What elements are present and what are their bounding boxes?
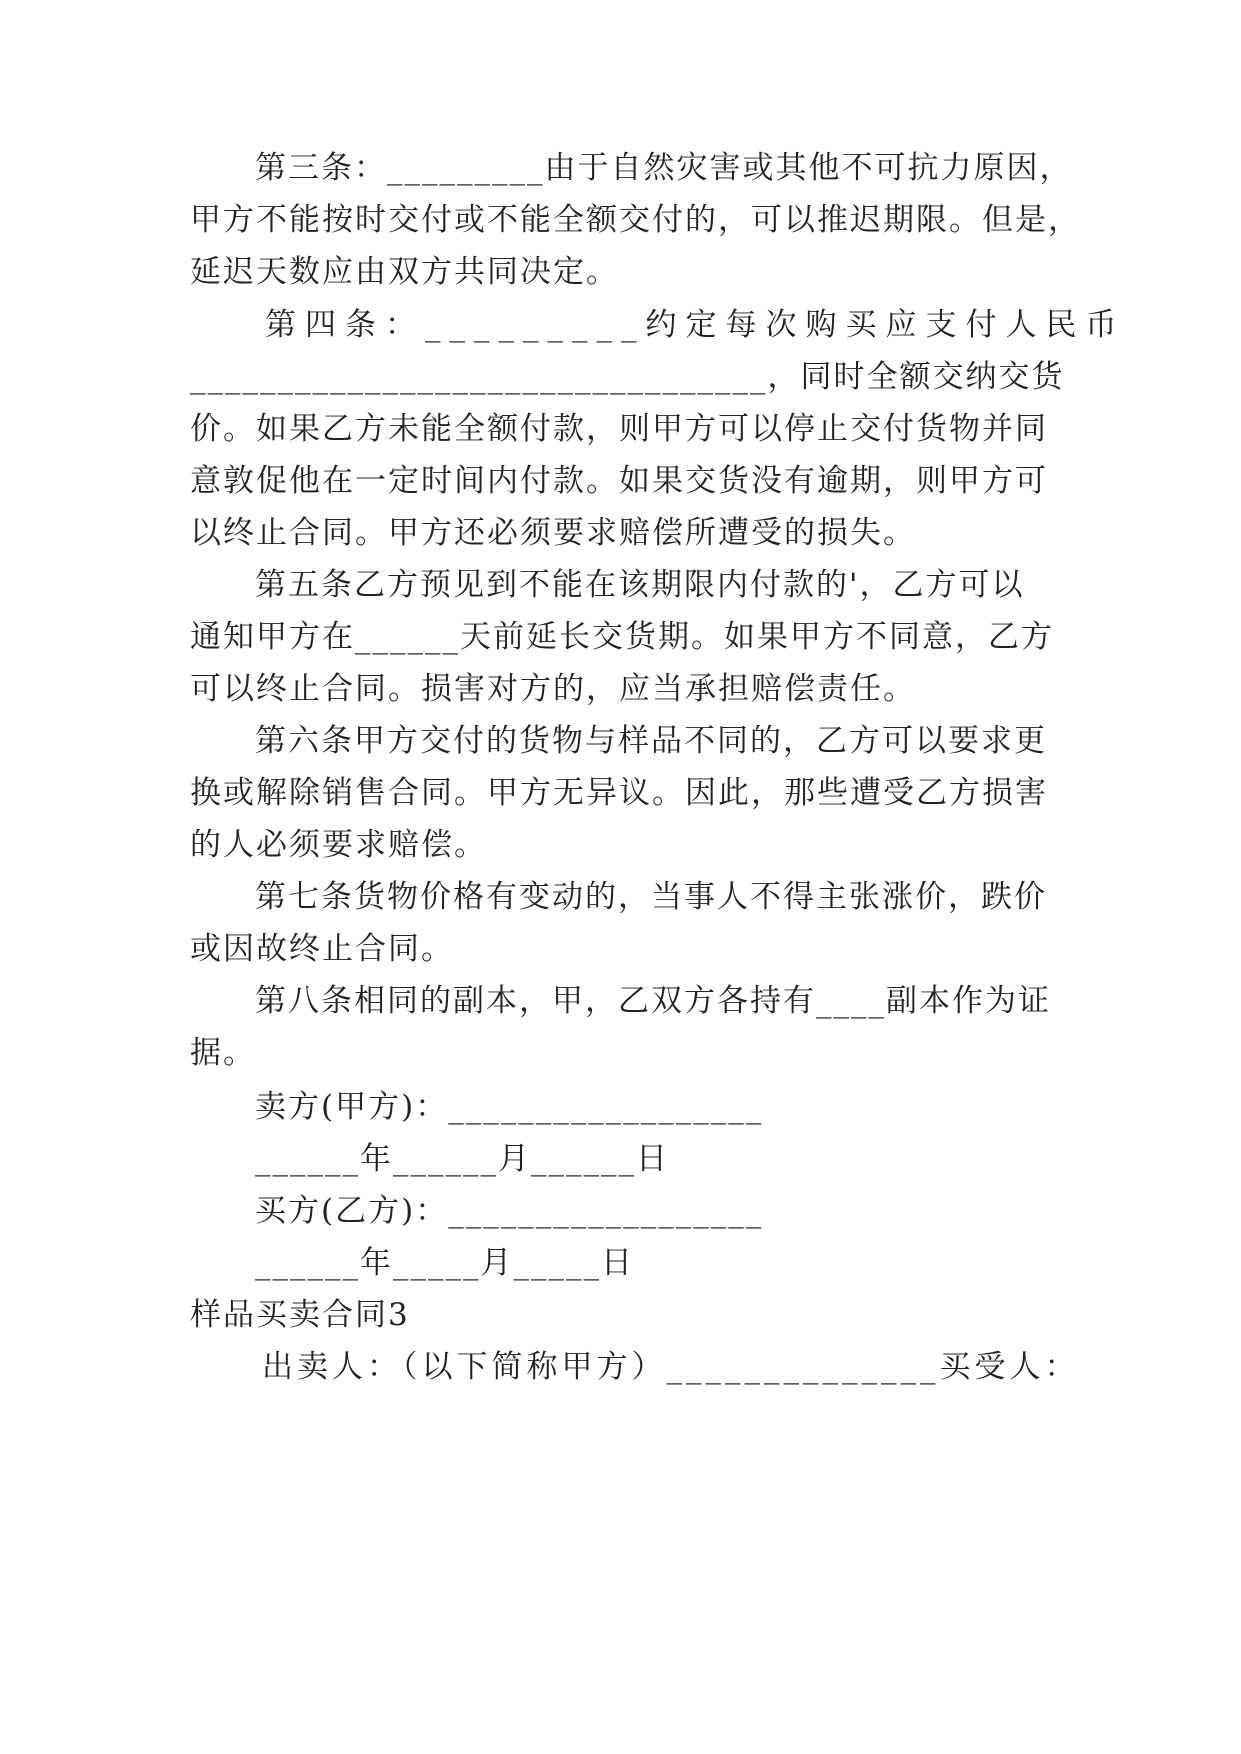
buyer-date-line: ______年_____月_____日 xyxy=(255,1245,634,1281)
buyer-signature-line: 买方(乙方)：__________________ xyxy=(255,1193,764,1229)
seller-buyer-line: 出卖人：（以下简称甲方）______________买受人： xyxy=(262,1349,1080,1385)
article-4-line-4: 意敦促他在一定时间内付款。如果交货没有逾期，则甲方可 xyxy=(190,463,1048,499)
section-heading: 样品买卖合同3 xyxy=(190,1297,410,1333)
article-4-line-2: _________________________________，同时全额交纳交货 xyxy=(190,359,1065,395)
article-5-line-2: 通知甲方在______天前延长交货期。如果甲方不同意，乙方 xyxy=(190,619,1054,655)
article-5-line-1: 第五条乙方预见到不能在该期限内付款的'，乙方可以 xyxy=(255,567,1025,603)
article-5-line-3: 可以终止合同。损害对方的，应当承担赔偿责任。 xyxy=(190,671,916,707)
seller-signature-line: 卖方(甲方)：__________________ xyxy=(255,1089,764,1125)
article-4-line-5: 以终止合同。甲方还必须要求赔偿所遭受的损失。 xyxy=(190,515,916,551)
seller-date-line: ______年______月______日 xyxy=(255,1141,669,1177)
article-7-line-2: 或因故终止合同。 xyxy=(190,931,454,967)
article-6-line-1: 第六条甲方交付的货物与样品不同的，乙方可以要求更 xyxy=(255,723,1047,759)
article-7-line-1: 第七条货物价格有变动的，当事人不得主张涨价，跌价 xyxy=(255,879,1047,915)
article-3-line-3: 延迟天数应由双方共同决定。 xyxy=(190,254,619,290)
article-8-line-2: 据。 xyxy=(190,1035,256,1071)
article-3-line-2: 甲方不能按时交付或不能全额交付的，可以推迟期限。但是， xyxy=(190,202,1081,238)
article-8-line-1: 第八条相同的副本，甲，乙双方各持有____副本作为证 xyxy=(255,983,1051,1019)
article-4-line-3: 价。如果乙方未能全额付款，则甲方可以停止交付货物并同 xyxy=(190,411,1048,447)
article-6-line-3: 的人必须要求赔偿。 xyxy=(190,827,487,863)
article-4-line-1: 第四条：_________约定每次购买应支付人民币 xyxy=(265,307,1126,343)
article-6-line-2: 换或解除销售合同。甲方无异议。因此，那些遭受乙方损害 xyxy=(190,775,1048,811)
article-3-line-1: 第三条：_________由于自然灾害或其他不可抗力原因， xyxy=(255,150,1073,186)
